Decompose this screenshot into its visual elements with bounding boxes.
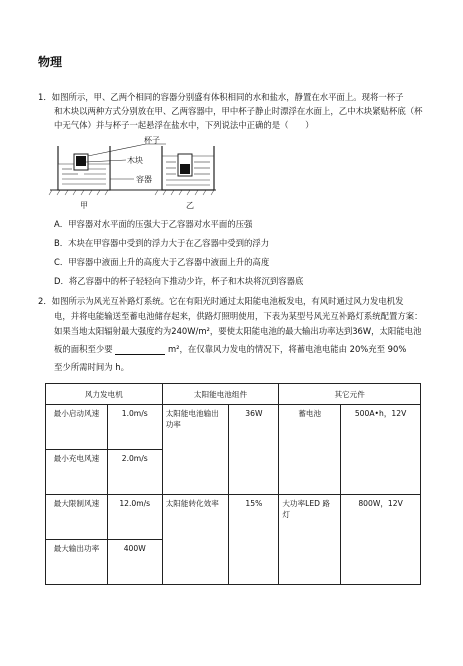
page-title: 物理 [38, 55, 63, 69]
container-yi [162, 146, 214, 190]
cell-led-label: 大功率LED 路灯 [279, 495, 341, 585]
answer-blank[interactable] [115, 346, 165, 355]
cell-solar-output-label: 太阳能电池输出功率 [162, 405, 229, 495]
q2-line4-a: 板的面积至少要 [54, 344, 113, 354]
cell-min-charge-value: 2.0m/s [107, 450, 162, 495]
figure-label-yi: 乙 [186, 201, 194, 210]
q1-stem-line2: 和木块以两种方式分别放在甲、乙两容器中，甲中杯子静止时漂浮在水面上，乙中木块紧贴杯底（杯 [54, 106, 423, 116]
cell-min-start-label: 最小启动风速 [46, 405, 108, 450]
figure-label-wood: 木块 [127, 156, 143, 165]
cell-max-output-value: 400W [107, 540, 162, 585]
q2-line3: 如果当地太阳辐射最大强度约为240W/m²，要使太阳能电池的最大输出功率达到36W，太阳能电池 [54, 326, 422, 336]
q1-stem-line3: 中无气体）并与杯子一起悬浮在盐水中，下列说法中正确的是（ ） [54, 120, 314, 130]
container-jia [58, 146, 110, 190]
cell-min-charge-label: 最小充电风速 [46, 450, 108, 495]
cell-solar-efficiency-label: 太阳能转化效率 [162, 495, 229, 585]
q2-line4 [54, 344, 406, 355]
figure-label-cup: 杯子 [144, 136, 160, 145]
figure-label-container: 容器 [136, 175, 152, 184]
header-other: 其它元件 [279, 384, 421, 405]
q1-option-a: A．甲容器对水平面的压强大于乙容器对水平面的压强 [54, 219, 253, 229]
config-table [45, 383, 421, 585]
cell-max-output-label: 最大输出功率 [46, 540, 108, 585]
q1-stem-line1: 1．如图所示，甲、乙两个相同的容器分别盛有体积相同的水和盐水，静置在水平面上。现将一杯子 [38, 92, 404, 102]
cell-solar-efficiency-value: 15% [229, 495, 279, 585]
q2-line1: 2．如图所示为风光互补路灯系统。它在有阳光时通过太阳能电池板发电，有风时通过风力发电机发 [38, 296, 404, 306]
q1-figure [48, 138, 218, 200]
cell-max-limit-label: 最大限制风速 [46, 495, 108, 540]
cell-led-value: 800W，12V [341, 495, 421, 585]
header-wind: 风力发电机 [46, 384, 163, 405]
header-solar: 太阳能电池组件 [162, 384, 279, 405]
cell-battery-value: 500A•h，12V [341, 405, 421, 495]
q2-line2: 电，并将电能输送至蓄电池储存起来，供路灯照明使用，下表为某型号风光互补路灯系统配置方案： [54, 311, 423, 321]
cell-solar-output-value: 36W [229, 405, 279, 495]
q2-line5: 至少所需时间为 h。 [54, 362, 129, 372]
figure-label-jia: 甲 [80, 201, 88, 210]
q1-option-b: B．木块在甲容器中受到的浮力大于在乙容器中受到的浮力 [54, 238, 270, 248]
cell-min-start-value: 1.0m/s [107, 405, 162, 450]
cell-max-limit-value: 12.0m/s [107, 495, 162, 540]
q1-option-c: C．甲容器中液面上升的高度大于乙容器中液面上升的高度 [54, 257, 270, 267]
q2-line4-b: m²，在仅靠风力发电的情况下，将蓄电池电能由 20%充至 90% [167, 344, 407, 354]
cell-battery-label: 蓄电池 [279, 405, 341, 495]
q1-option-d: D．将乙容器中的杯子轻轻向下推动少许，杯子和木块将沉到容器底 [54, 276, 304, 286]
